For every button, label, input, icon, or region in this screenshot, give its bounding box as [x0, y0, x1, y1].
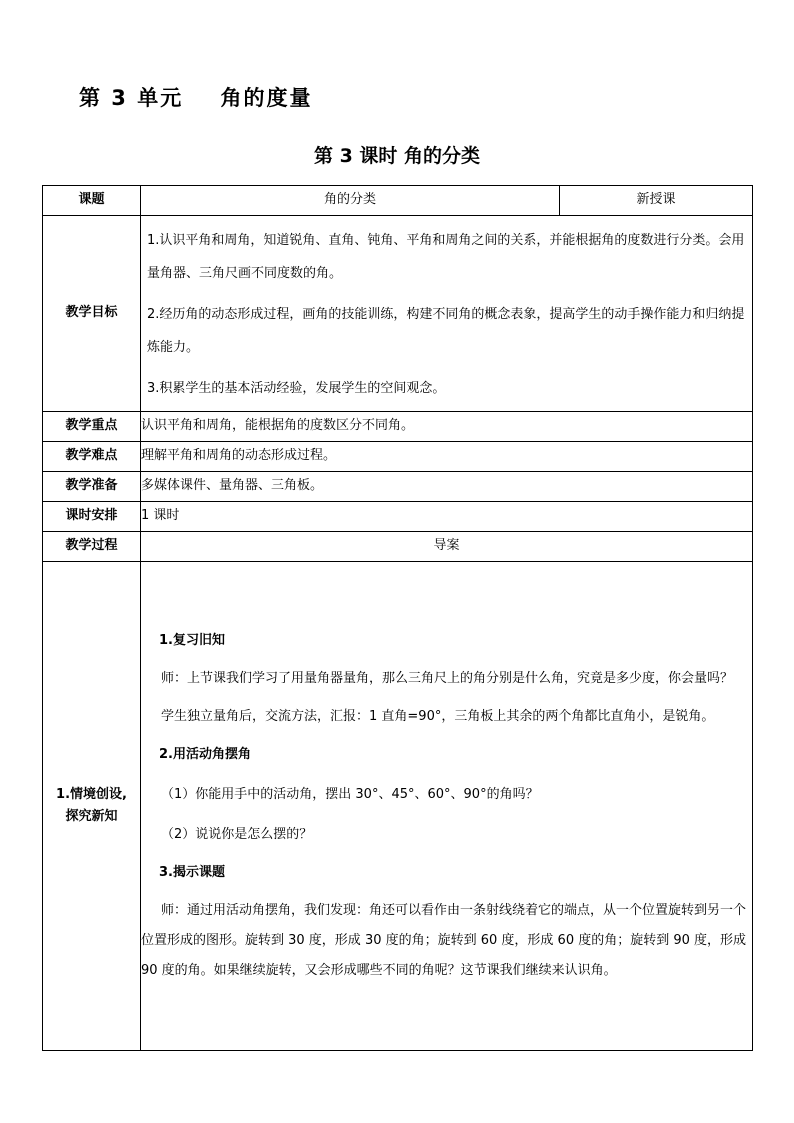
row-difficult-points	[43, 442, 753, 472]
row-goals	[43, 216, 753, 412]
process-label: 教学过程	[43, 532, 141, 562]
unit-title: 第 3 单元 角的度量	[79, 86, 313, 110]
activity-heading: 2.用活动角摆角	[159, 747, 251, 762]
topic-reveal-heading: 3.揭示课题	[159, 865, 225, 880]
lesson-plan-table	[42, 185, 753, 1051]
review-paragraph: 学生独立量角后，交流方法，汇报：1 直角=90°，三角板上其余的两个角都比直角小，是锐角。	[161, 709, 715, 724]
section-1-label: 1.情境创设,探究新知	[43, 562, 141, 1051]
goal-item: 1.认识平角和周角，知道锐角、直角、钝角、平角和周角之间的关系，并能根据角的度数进行分类。会用量角器、三角尺画不同度数的角。	[147, 233, 745, 281]
lesson-title: 第 3 课时 角的分类	[313, 145, 481, 167]
topic-value: 角的分类	[141, 186, 560, 216]
schedule-label: 课时安排	[43, 502, 141, 532]
difficult-points-label: 教学难点	[43, 442, 141, 472]
goal-item: 3.积累学生的基本活动经验，发展学生的空间观念。	[147, 381, 446, 396]
key-points-value: 认识平角和周角，能根据角的度数区分不同角。	[141, 412, 753, 442]
guide-plan-header: 导案	[141, 532, 753, 562]
section-1-content	[141, 562, 753, 1051]
row-process	[43, 532, 753, 562]
review-heading: 1.复习旧知	[159, 633, 225, 648]
goals-label: 教学目标	[43, 216, 141, 412]
preparation-value: 多媒体课件、量角器、三角板。	[141, 472, 753, 502]
schedule-value: 1 课时	[141, 502, 753, 532]
activity-question: （2）说说你是怎么摆的？	[161, 827, 313, 842]
review-paragraph: 师：上节课我们学习了用量角器量角，那么三角尺上的角分别是什么角，究竟是多少度，你会量吗？	[161, 671, 734, 686]
topic-reveal-paragraph: 师：通过用活动角摆角，我们发现：角还可以看作由一条射线绕着它的端点，从一个位置旋转到另一个位置形成的图形。旋转到 30 度，形成 30 度的角；旋转到 60 度，形成 60 度的角；旋转到 90 度，形成 90 度的角。如果继续旋转，又会形成哪些不同的角呢？这节课我们继续来认识角。	[141, 903, 747, 978]
row-preparation	[43, 472, 753, 502]
key-points-label: 教学重点	[43, 412, 141, 442]
row-topic	[43, 186, 753, 216]
preparation-label: 教学准备	[43, 472, 141, 502]
row-key-points	[43, 412, 753, 442]
difficult-points-value: 理解平角和周角的动态形成过程。	[141, 442, 753, 472]
row-section-1	[43, 562, 753, 1051]
activity-question: （1）你能用手中的活动角，摆出 30°、45°、60°、90°的角吗？	[161, 787, 539, 802]
goal-item: 2.经历角的动态形成过程，画角的技能训练，构建不同角的概念表象，提高学生的动手操作能力和归纳提炼能力。	[147, 307, 745, 355]
goals-content	[141, 216, 753, 412]
row-schedule	[43, 502, 753, 532]
topic-label: 课题	[43, 186, 141, 216]
lesson-type: 新授课	[560, 186, 753, 216]
